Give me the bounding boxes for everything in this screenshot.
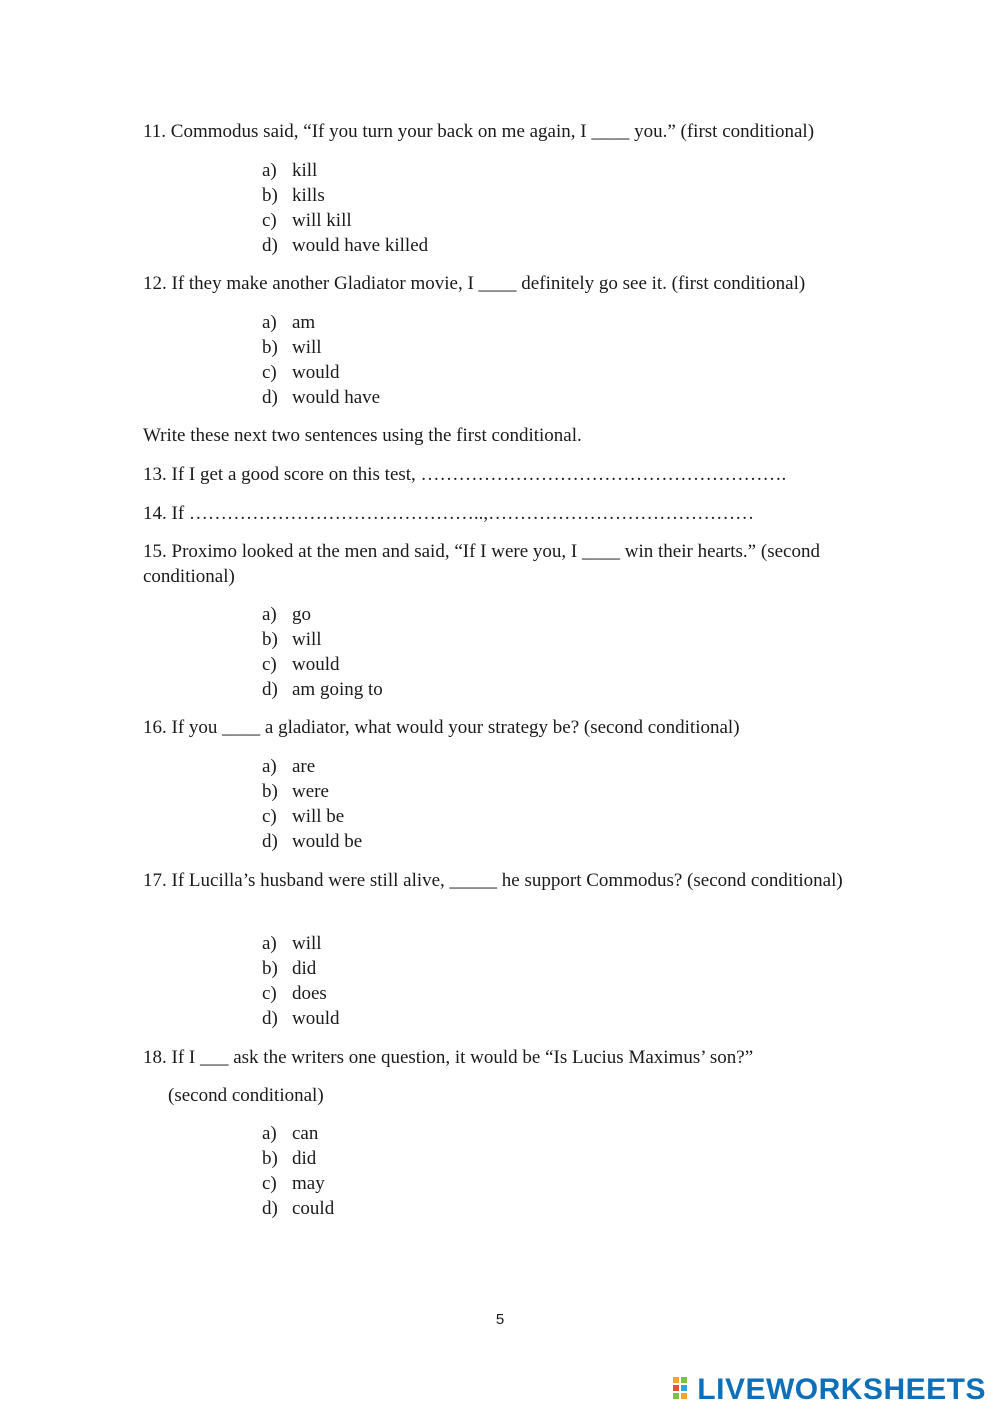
option-d[interactable] <box>262 677 383 702</box>
option-letter: d) <box>262 679 278 700</box>
option-text: will <box>292 629 322 650</box>
option-c[interactable] <box>262 360 380 385</box>
option-b[interactable] <box>262 1146 334 1171</box>
option-text: would <box>292 1008 340 1029</box>
question-16-options <box>262 754 362 854</box>
option-letter: d) <box>262 387 278 408</box>
option-letter: b) <box>262 1148 278 1169</box>
option-b[interactable] <box>262 779 362 804</box>
question-18-text: 18. If I ___ ask the writers one question, it would be “Is Lucius Maximus’ son?” <box>143 1047 754 1068</box>
option-letter: c) <box>262 983 277 1004</box>
option-letter: b) <box>262 629 278 650</box>
option-d[interactable] <box>262 829 362 854</box>
option-b[interactable] <box>262 956 340 981</box>
option-letter: a) <box>262 160 277 181</box>
option-text: did <box>292 1148 317 1169</box>
option-letter: c) <box>262 1173 277 1194</box>
option-text: can <box>292 1123 319 1144</box>
option-text: go <box>292 604 311 625</box>
option-letter: d) <box>262 831 278 852</box>
question-18-options <box>262 1121 334 1221</box>
option-text: are <box>292 756 316 777</box>
option-text: would be <box>292 831 363 852</box>
option-letter: a) <box>262 604 277 625</box>
option-text: may <box>292 1173 325 1194</box>
option-a[interactable] <box>262 602 383 627</box>
option-b[interactable] <box>262 183 428 208</box>
option-text: will <box>292 337 322 358</box>
option-text: will kill <box>292 210 352 231</box>
option-text: am going to <box>292 679 383 700</box>
option-d[interactable] <box>262 1006 340 1031</box>
option-c[interactable] <box>262 208 428 233</box>
question-15-options <box>262 602 383 702</box>
option-letter: b) <box>262 337 278 358</box>
option-letter: b) <box>262 781 278 802</box>
option-text: kills <box>292 185 325 206</box>
option-d[interactable] <box>262 385 380 410</box>
option-text: does <box>292 983 327 1004</box>
question-14-text[interactable]: 14. If ………………………………………..,…………………………………… <box>143 503 755 524</box>
liveworksheets-brand <box>673 1373 986 1407</box>
option-text: am <box>292 312 316 333</box>
option-b[interactable] <box>262 627 383 652</box>
question-17-text: 17. If Lucilla’s husband were still alive, _____ he support Commodus? (second conditional) <box>143 870 843 891</box>
option-letter: a) <box>262 756 277 777</box>
option-d[interactable] <box>262 233 428 258</box>
option-letter: c) <box>262 362 277 383</box>
option-text: would <box>292 362 340 383</box>
question-13-text[interactable]: 13. If I get a good score on this test, …………………………………………………. <box>143 464 787 485</box>
option-a[interactable] <box>262 754 362 779</box>
option-a[interactable] <box>262 1121 334 1146</box>
question-12-text: 12. If they make another Gladiator movie, I ____ definitely go see it. (first conditional) <box>143 273 806 294</box>
instruction-text: Write these next two sentences using the first conditional. <box>143 425 582 446</box>
option-d[interactable] <box>262 1196 334 1221</box>
question-17-options <box>262 931 340 1031</box>
option-text: were <box>292 781 329 802</box>
option-text: will be <box>292 806 345 827</box>
option-text: did <box>292 958 317 979</box>
question-12-options <box>262 310 380 410</box>
question-11-text: 11. Commodus said, “If you turn your back on me again, I ____ you.” (first conditional) <box>143 121 815 142</box>
option-b[interactable] <box>262 335 380 360</box>
question-16-text: 16. If you ____ a gladiator, what would your strategy be? (second conditional) <box>143 717 740 738</box>
option-text: would <box>292 654 340 675</box>
page-number: 5 <box>495 1311 505 1328</box>
option-text: would have killed <box>292 235 429 256</box>
option-letter: a) <box>262 312 277 333</box>
option-c[interactable] <box>262 981 340 1006</box>
option-a[interactable] <box>262 158 428 183</box>
brand-name: LIVEWORKSHEETS <box>697 1373 986 1406</box>
option-a[interactable] <box>262 310 380 335</box>
option-letter: d) <box>262 235 278 256</box>
option-text: would have <box>292 387 381 408</box>
option-letter: a) <box>262 1123 277 1144</box>
option-letter: c) <box>262 654 277 675</box>
question-18-note: (second conditional) <box>168 1085 324 1106</box>
option-c[interactable] <box>262 652 383 677</box>
liveworksheets-logo-icon <box>673 1377 695 1403</box>
option-letter: a) <box>262 933 277 954</box>
option-letter: b) <box>262 185 278 206</box>
question-15-text: 15. Proximo looked at the men and said, “If I were you, I ____ win their hearts.” (second conditional) <box>143 541 820 587</box>
option-text: kill <box>292 160 318 181</box>
option-c[interactable] <box>262 804 362 829</box>
question-11-options <box>262 158 428 258</box>
option-text: will <box>292 933 322 954</box>
option-letter: d) <box>262 1008 278 1029</box>
option-letter: b) <box>262 958 278 979</box>
option-c[interactable] <box>262 1171 334 1196</box>
option-letter: c) <box>262 210 277 231</box>
option-a[interactable] <box>262 931 340 956</box>
option-letter: c) <box>262 806 277 827</box>
option-text: could <box>292 1198 335 1219</box>
option-letter: d) <box>262 1198 278 1219</box>
